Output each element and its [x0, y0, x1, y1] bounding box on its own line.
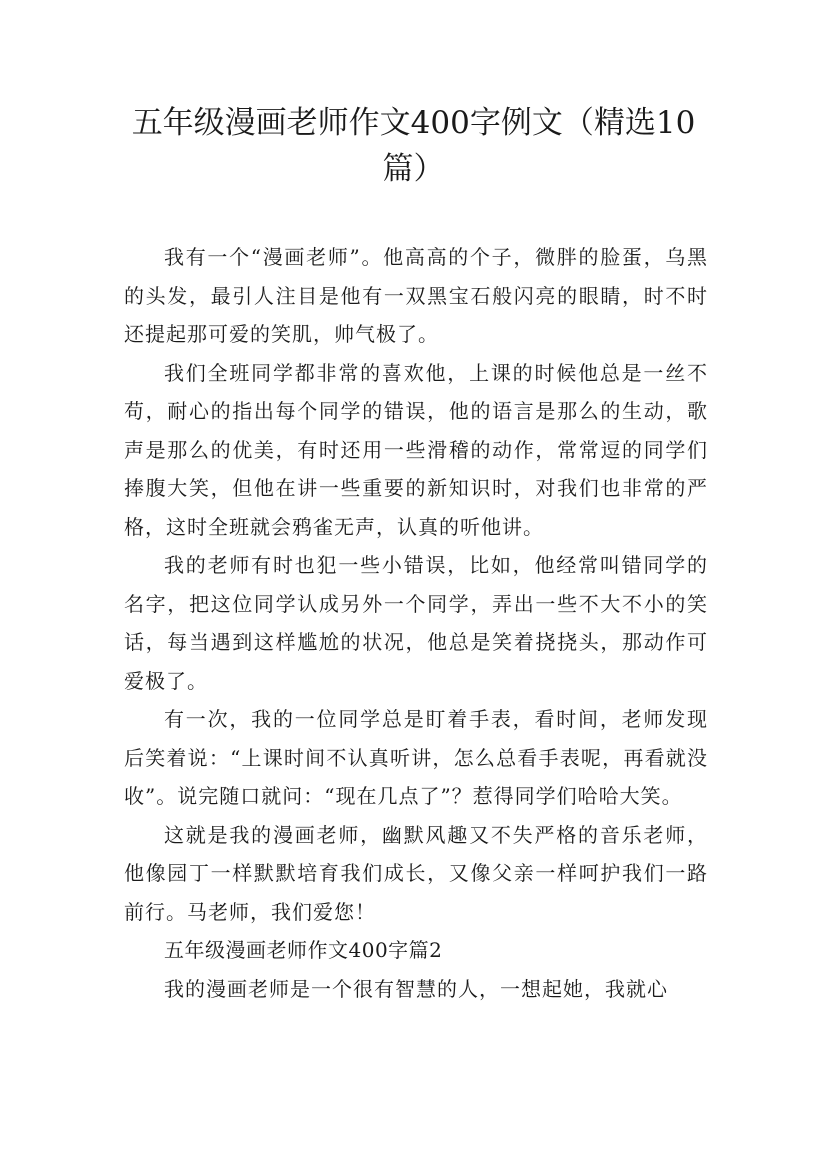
- document-body: [124, 238, 708, 1008]
- paragraph-4: 有一次，我的一位同学总是盯着手表，看时间，老师发现后笑着说：“上课时间不认真听讲，怎么总看手表呢，再看就没收”。说完随口就问：“现在几点了”？惹得同学们哈哈大笑。: [124, 707, 708, 808]
- paragraph-6: 我的漫画老师是一个很有智慧的人，一想起她，我就心: [164, 976, 668, 1001]
- paragraph-2: 我们全班同学都非常的喜欢他，上课的时候他总是一丝不苟，耐心的指出每个同学的错误，他的语言是那么的生动，歌声是那么的优美，有时还用一些滑稽的动作，常常逗的同学们捧腹大笑，但他在讲一些重要的新知识时，对我们也非常的严格，这时全班就会鸦雀无声，认真的听他讲。: [124, 360, 708, 539]
- paragraph-5: 这就是我的漫画老师，幽默风趣又不失严格的音乐老师，他像园丁一样默默培育我们成长，又像父亲一样呵护我们一路前行。马老师，我们爱您！: [124, 822, 708, 924]
- paragraph-1: 我有一个“漫画老师”。他高高的个子，微胖的脸蛋，乌黑的头发，最引人注目是他有一双黑宝石般闪亮的眼睛，时不时还提起那可爱的笑肌，帅气极了。: [124, 245, 708, 346]
- paragraph-3: 我的老师有时也犯一些小错误，比如，他经常叫错同学的名字，把这位同学认成另外一个同学，弄出一些不大不小的笑话，每当遇到这样尴尬的状况，他总是笑着挠挠头，那动作可爱极了。: [124, 553, 708, 693]
- page-title: 五年级漫画老师作文400字例文（精选10篇）: [131, 105, 696, 187]
- section-heading: 五年级漫画老师作文400字篇2: [164, 938, 443, 962]
